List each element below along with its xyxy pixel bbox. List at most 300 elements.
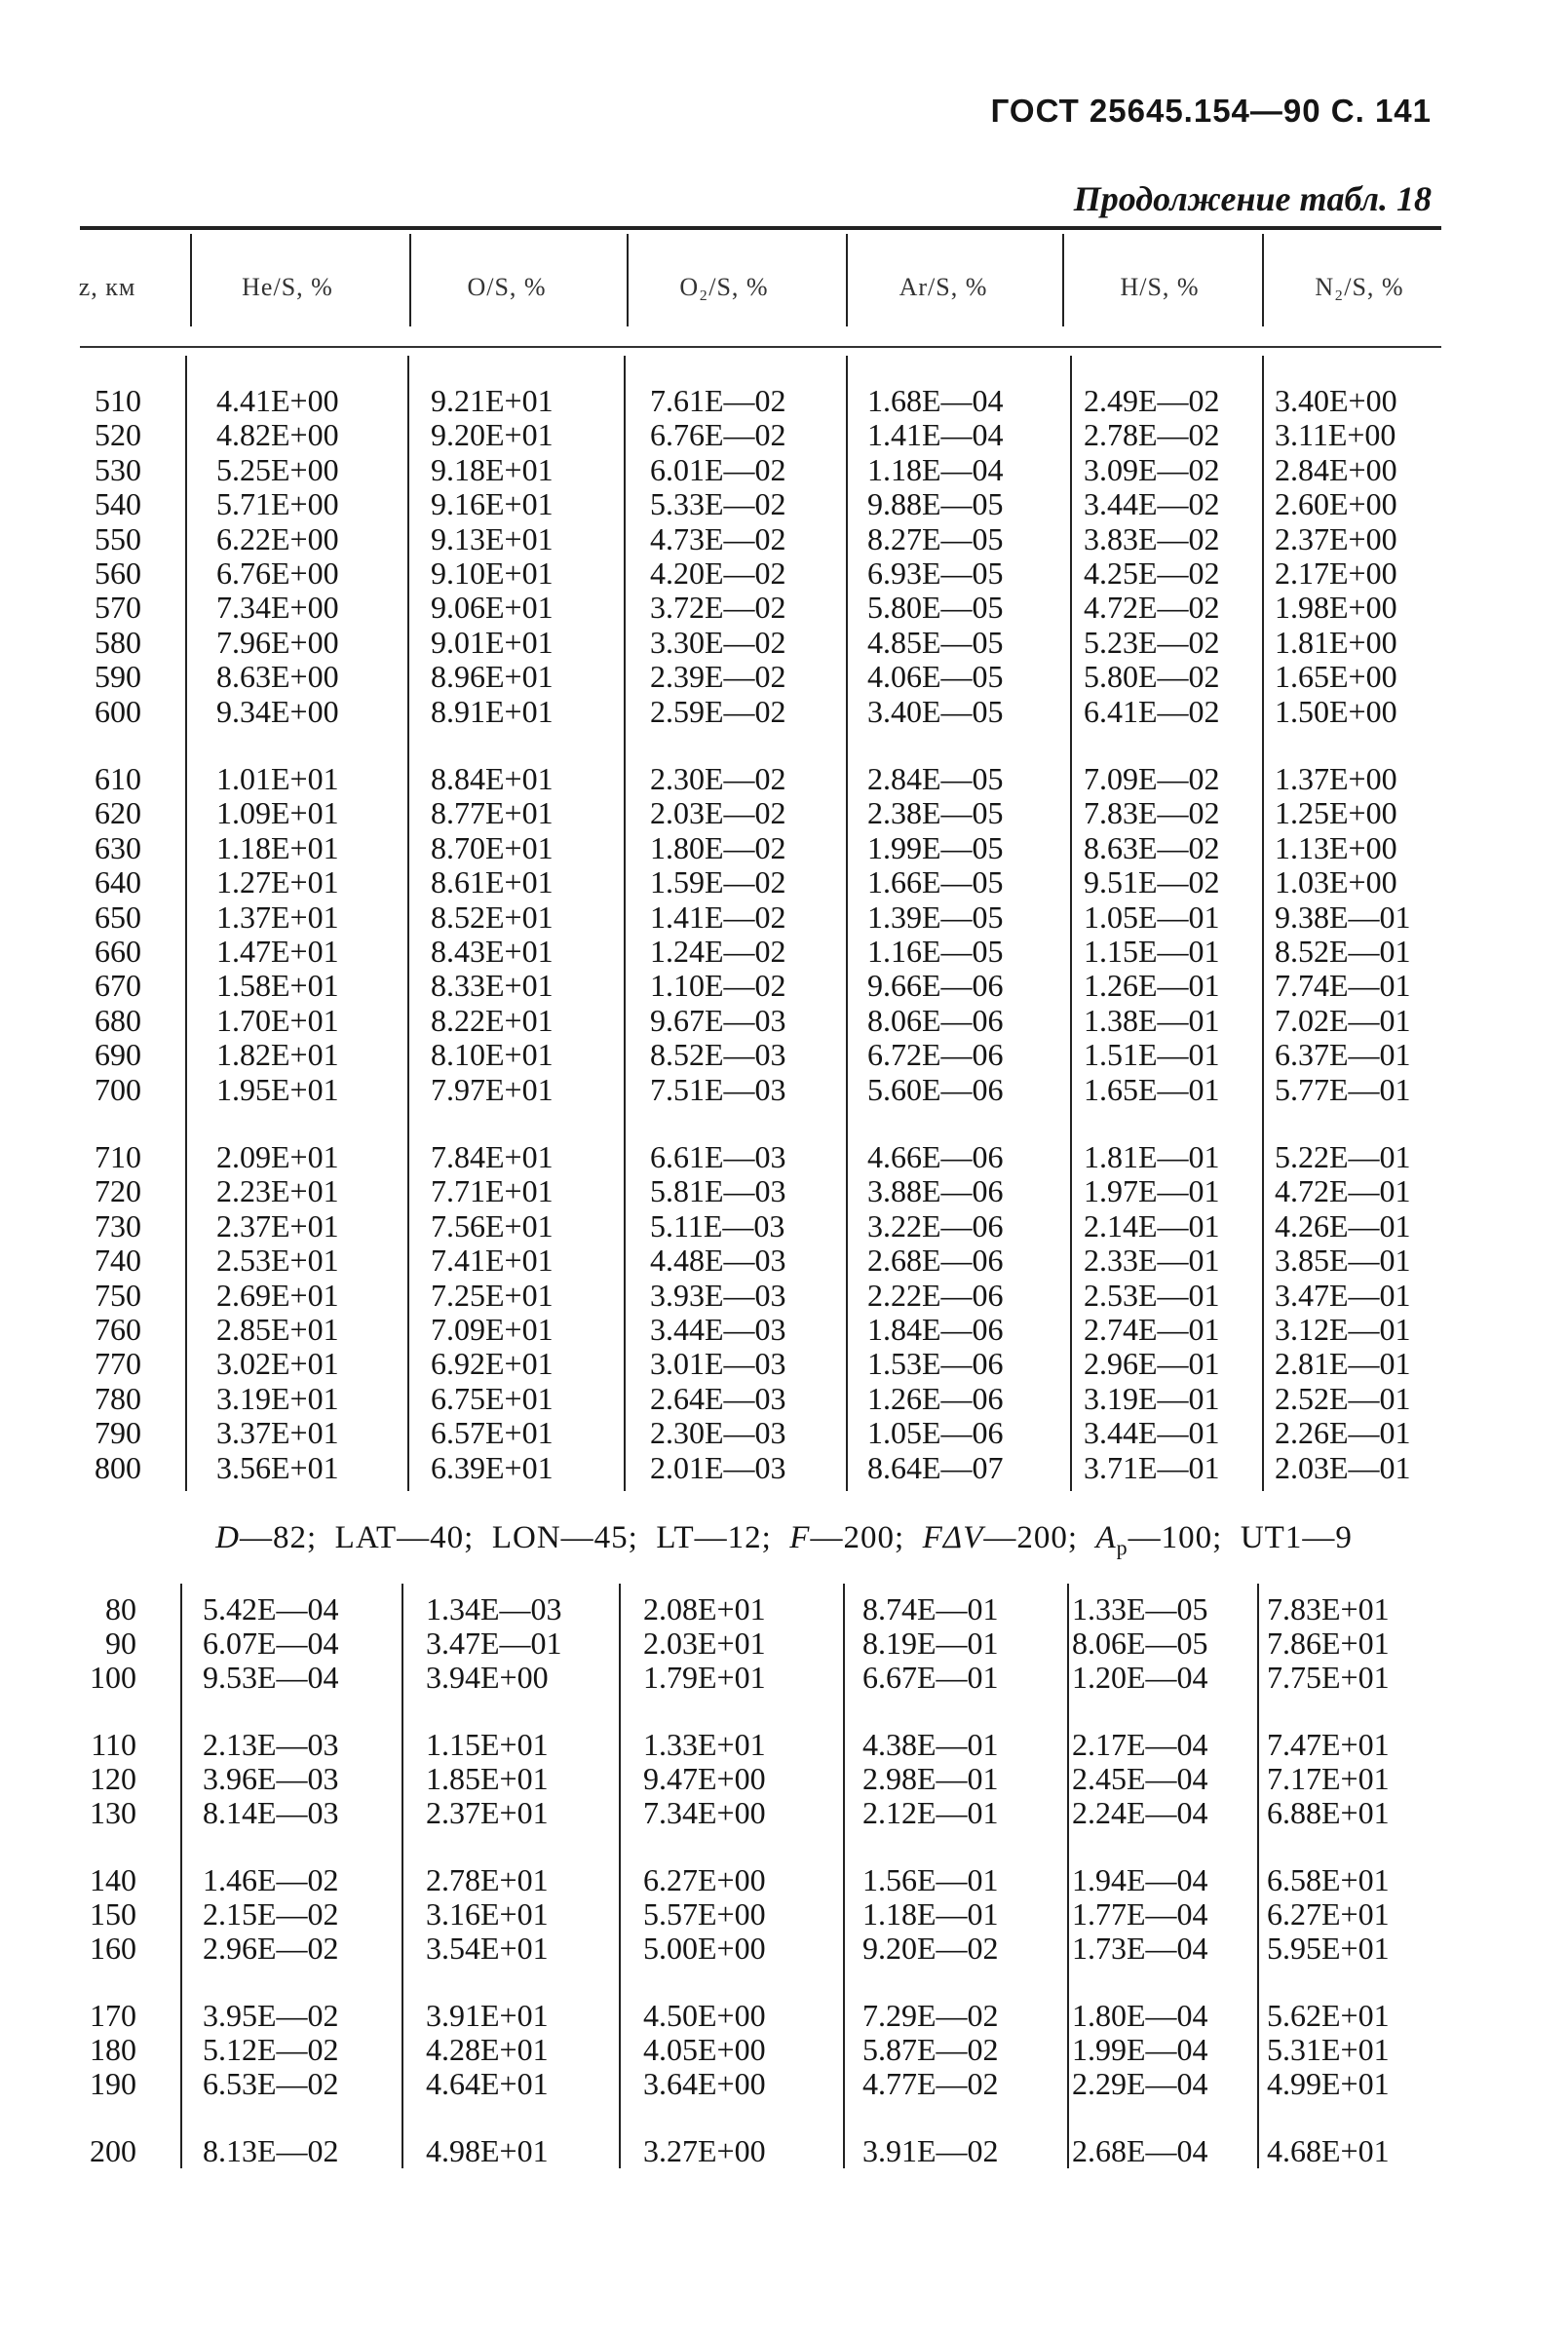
value-cell: 7.61E—02 xyxy=(650,383,786,418)
value-cell: 6.07E—04 xyxy=(203,1626,339,1661)
value-cell: 9.34E+00 xyxy=(216,693,339,729)
value-cell: 8.61E+01 xyxy=(431,864,554,900)
altitude-cell: 780 xyxy=(95,1380,141,1416)
value-cell: 9.20E—02 xyxy=(862,1931,999,1966)
value-cell: 2.17E—04 xyxy=(1072,1727,1208,1762)
value-cell: 3.44E—02 xyxy=(1084,486,1220,522)
value-cell: 5.31E+01 xyxy=(1267,2032,1390,2067)
value-cell: 2.30E—02 xyxy=(650,761,786,796)
table-row xyxy=(0,1415,1568,1450)
value-cell: 1.81E—01 xyxy=(1084,1139,1220,1174)
value-cell: 4.72E—02 xyxy=(1084,590,1220,626)
value-cell: 2.09E+01 xyxy=(216,1139,339,1174)
altitude-cell: 620 xyxy=(95,795,141,831)
value-cell: 2.03E+01 xyxy=(643,1626,766,1661)
value-cell: 3.83E—02 xyxy=(1084,520,1220,556)
value-cell: 7.86E+01 xyxy=(1267,1626,1390,1661)
value-cell: 8.52E—03 xyxy=(650,1037,786,1073)
table-row xyxy=(0,590,1568,625)
value-cell: 2.37E+01 xyxy=(426,1795,549,1830)
altitude-cell: 140 xyxy=(90,1862,136,1897)
value-cell: 5.80E—05 xyxy=(867,590,1004,626)
value-cell: 4.41E+00 xyxy=(216,383,339,418)
table-row xyxy=(0,1998,1568,2033)
altitude-cell: 160 xyxy=(90,1931,136,1966)
value-cell: 6.61E—03 xyxy=(650,1139,786,1174)
value-cell: 3.11E+00 xyxy=(1275,417,1396,453)
table-row xyxy=(0,1278,1568,1313)
table-row xyxy=(0,1626,1568,1661)
value-cell: 1.56E—01 xyxy=(862,1862,999,1897)
table-row xyxy=(0,2066,1568,2101)
value-cell: 1.15E+01 xyxy=(426,1727,549,1762)
value-cell: 7.09E—02 xyxy=(1084,761,1220,796)
value-cell: 4.50E+00 xyxy=(643,1998,766,2033)
value-cell: 2.37E+01 xyxy=(216,1207,339,1244)
value-cell: 4.68E+01 xyxy=(1267,2133,1390,2168)
value-cell: 5.95E+01 xyxy=(1267,1931,1390,1966)
value-cell: 1.18E—01 xyxy=(862,1896,999,1932)
value-cell: 2.68E—04 xyxy=(1072,2133,1208,2168)
value-cell: 3.47E—01 xyxy=(1275,1277,1411,1313)
column-divider xyxy=(627,234,629,326)
value-cell: 4.99E+01 xyxy=(1267,2066,1390,2101)
value-cell: 7.97E+01 xyxy=(431,1071,554,1107)
value-cell: 1.15E—01 xyxy=(1084,934,1220,969)
value-cell: 2.60E+00 xyxy=(1275,486,1397,522)
value-cell: 1.80E—04 xyxy=(1072,1998,1208,2033)
value-cell: 1.77E—04 xyxy=(1072,1896,1208,1932)
value-cell: 2.01E—03 xyxy=(650,1449,786,1485)
value-cell: 7.25E+01 xyxy=(431,1277,554,1313)
altitude-cell: 770 xyxy=(95,1346,141,1382)
value-cell: 4.98E+01 xyxy=(426,2133,549,2168)
altitude-cell: 100 xyxy=(90,1660,136,1695)
value-cell: 1.05E—01 xyxy=(1084,899,1220,935)
value-cell: 7.29E—02 xyxy=(862,1998,999,2033)
altitude-cell: 610 xyxy=(95,761,141,796)
value-cell: 1.68E—04 xyxy=(867,383,1004,418)
value-cell: 7.71E+01 xyxy=(431,1173,554,1209)
table-row xyxy=(0,1243,1568,1278)
value-cell: 7.56E+01 xyxy=(431,1207,554,1244)
value-cell: 3.44E—03 xyxy=(650,1312,786,1347)
value-cell: 7.34E+00 xyxy=(216,590,339,626)
table-row xyxy=(0,1003,1568,1038)
value-cell: 5.71E+00 xyxy=(216,486,339,522)
altitude-cell: 130 xyxy=(90,1795,136,1830)
value-cell: 7.74E—01 xyxy=(1275,968,1411,1004)
altitude-cell: 190 xyxy=(90,2066,136,2101)
value-cell: 1.99E—04 xyxy=(1072,2032,1208,2067)
altitude-cell: 660 xyxy=(95,934,141,969)
value-cell: 2.81E—01 xyxy=(1275,1346,1411,1382)
value-cell: 3.88E—06 xyxy=(867,1173,1004,1209)
table-row xyxy=(0,1312,1568,1347)
value-cell: 5.11E—03 xyxy=(650,1207,785,1244)
value-cell: 6.67E—01 xyxy=(862,1660,999,1695)
table-row xyxy=(0,864,1568,899)
value-cell: 1.70E+01 xyxy=(216,1002,339,1038)
value-cell: 2.84E—05 xyxy=(867,761,1004,796)
altitude-cell: 120 xyxy=(90,1761,136,1796)
table-row xyxy=(0,968,1568,1003)
value-cell: 1.41E—04 xyxy=(867,417,1004,453)
param-ap: A xyxy=(1095,1520,1117,1555)
table-row xyxy=(0,1037,1568,1072)
value-cell: 2.24E—04 xyxy=(1072,1795,1208,1830)
value-cell: 2.78E—02 xyxy=(1084,417,1220,453)
value-cell: 1.18E+01 xyxy=(216,829,339,865)
value-cell: 5.60E—06 xyxy=(867,1071,1004,1107)
value-cell: 2.53E+01 xyxy=(216,1243,339,1279)
value-cell: 1.85E+01 xyxy=(426,1761,549,1796)
value-cell: 3.85E—01 xyxy=(1275,1243,1411,1279)
parameter-line xyxy=(0,1520,1568,1561)
value-cell: 1.65E—01 xyxy=(1084,1071,1220,1107)
value-cell: 1.33E+01 xyxy=(643,1727,766,1762)
altitude-cell: 550 xyxy=(95,520,141,556)
value-cell: 6.27E+01 xyxy=(1267,1896,1390,1932)
column-header-ar: Ar/S, % xyxy=(899,273,988,301)
param-fav-value: —200; xyxy=(983,1520,1078,1555)
column-header-z: z, км xyxy=(78,273,136,301)
altitude-cell: 180 xyxy=(90,2032,136,2067)
value-cell: 5.22E—01 xyxy=(1275,1139,1411,1174)
value-cell: 2.14E—01 xyxy=(1084,1207,1220,1244)
value-cell: 1.65E+00 xyxy=(1275,659,1397,695)
param-f-value: —200; xyxy=(810,1520,905,1555)
altitude-cell: 710 xyxy=(95,1139,141,1174)
table-row xyxy=(0,1931,1568,1966)
value-cell: 6.76E—02 xyxy=(650,417,786,453)
value-cell: 9.06E+01 xyxy=(431,590,554,626)
value-cell: 5.23E—02 xyxy=(1084,624,1220,660)
value-cell: 6.39E+01 xyxy=(431,1449,554,1485)
value-cell: 4.73E—02 xyxy=(650,520,786,556)
value-cell: 3.56E+01 xyxy=(216,1449,339,1485)
altitude-cell: 520 xyxy=(95,417,141,453)
value-cell: 1.26E—01 xyxy=(1084,968,1220,1004)
value-cell: 1.82E+01 xyxy=(216,1037,339,1073)
table-row xyxy=(0,625,1568,660)
value-cell: 1.99E—05 xyxy=(867,829,1004,865)
value-cell: 3.91E—02 xyxy=(862,2133,999,2168)
value-cell: 9.10E+01 xyxy=(431,555,554,591)
value-cell: 8.33E+01 xyxy=(431,968,554,1004)
value-cell: 5.81E—03 xyxy=(650,1173,786,1209)
value-cell: 3.40E—05 xyxy=(867,693,1004,729)
table-row xyxy=(0,795,1568,830)
table-row xyxy=(0,2133,1568,2168)
value-cell: 6.92E+01 xyxy=(431,1346,554,1382)
value-cell: 6.88E+01 xyxy=(1267,1795,1390,1830)
param-d: D xyxy=(215,1520,240,1555)
value-cell: 8.52E—01 xyxy=(1275,934,1411,969)
value-cell: 5.42E—04 xyxy=(203,1591,339,1626)
altitude-cell: 750 xyxy=(95,1277,141,1313)
altitude-cell: 670 xyxy=(95,968,141,1004)
value-cell: 1.33E—05 xyxy=(1072,1591,1208,1626)
value-cell: 5.12E—02 xyxy=(203,2032,339,2067)
value-cell: 5.77E—01 xyxy=(1275,1071,1411,1107)
altitude-cell: 700 xyxy=(95,1071,141,1107)
value-cell: 6.01E—02 xyxy=(650,451,786,487)
value-cell: 6.22E+00 xyxy=(216,520,339,556)
value-cell: 2.84E+00 xyxy=(1275,451,1397,487)
value-cell: 8.91E+01 xyxy=(431,693,554,729)
altitude-cell: 640 xyxy=(95,864,141,900)
value-cell: 2.78E+01 xyxy=(426,1862,549,1897)
value-cell: 1.13E+00 xyxy=(1275,829,1397,865)
value-cell: 2.13E—03 xyxy=(203,1727,339,1762)
table-row xyxy=(0,1139,1568,1174)
altitude-cell: 580 xyxy=(95,624,141,660)
value-cell: 4.82E+00 xyxy=(216,417,339,453)
table-row xyxy=(0,1173,1568,1208)
value-cell: 3.19E+01 xyxy=(216,1380,339,1416)
value-cell: 5.25E+00 xyxy=(216,451,339,487)
altitude-cell: 150 xyxy=(90,1896,136,1932)
value-cell: 9.01E+01 xyxy=(431,624,554,660)
value-cell: 6.58E+01 xyxy=(1267,1862,1390,1897)
value-cell: 7.17E+01 xyxy=(1267,1761,1390,1796)
value-cell: 3.64E+00 xyxy=(643,2066,766,2101)
column-header-he: He/S, % xyxy=(242,273,333,301)
altitude-cell: 560 xyxy=(95,555,141,591)
value-cell: 4.48E—03 xyxy=(650,1243,786,1279)
value-cell: 2.96E—02 xyxy=(203,1931,339,1966)
value-cell: 3.30E—02 xyxy=(650,624,786,660)
value-cell: 1.59E—02 xyxy=(650,864,786,900)
value-cell: 1.41E—02 xyxy=(650,899,786,935)
value-cell: 2.45E—04 xyxy=(1072,1761,1208,1796)
value-cell: 3.72E—02 xyxy=(650,590,786,626)
table-row xyxy=(0,1208,1568,1244)
value-cell: 3.27E+00 xyxy=(643,2133,766,2168)
value-cell: 1.84E—06 xyxy=(867,1312,1004,1347)
value-cell: 1.09E+01 xyxy=(216,795,339,831)
value-cell: 8.19E—01 xyxy=(862,1626,999,1661)
value-cell: 7.84E+01 xyxy=(431,1139,554,1174)
value-cell: 2.33E—01 xyxy=(1084,1243,1220,1279)
altitude-cell: 510 xyxy=(95,383,141,418)
value-cell: 2.85E+01 xyxy=(216,1312,339,1347)
value-cell: 6.53E—02 xyxy=(203,2066,339,2101)
value-cell: 7.09E+01 xyxy=(431,1312,554,1347)
table-row xyxy=(0,1761,1568,1796)
altitude-cell: 110 xyxy=(91,1727,136,1762)
value-cell: 2.64E—03 xyxy=(650,1380,786,1416)
value-cell: 1.94E—04 xyxy=(1072,1862,1208,1897)
value-cell: 6.93E—05 xyxy=(867,555,1004,591)
param-ut: UT1—9 xyxy=(1240,1520,1353,1555)
value-cell: 2.69E+01 xyxy=(216,1277,339,1313)
value-cell: 5.62E+01 xyxy=(1267,1998,1390,2033)
value-cell: 1.98E+00 xyxy=(1275,590,1397,626)
value-cell: 2.12E—01 xyxy=(862,1795,999,1830)
value-cell: 9.51E—02 xyxy=(1084,864,1220,900)
param-lon: LON—45; xyxy=(491,1520,638,1555)
param-fav: FΔV xyxy=(922,1520,984,1555)
value-cell: 3.71E—01 xyxy=(1084,1449,1220,1485)
value-cell: 4.77E—02 xyxy=(862,2066,999,2101)
value-cell: 3.02E+01 xyxy=(216,1346,339,1382)
value-cell: 2.30E—03 xyxy=(650,1415,786,1451)
value-cell: 8.77E+01 xyxy=(431,795,554,831)
column-header-n2: N₂/S, % xyxy=(1315,273,1404,301)
value-cell: 2.26E—01 xyxy=(1275,1415,1411,1451)
value-cell: 9.13E+01 xyxy=(431,520,554,556)
value-cell: 8.52E+01 xyxy=(431,899,554,935)
value-cell: 2.08E+01 xyxy=(643,1591,766,1626)
value-cell: 7.96E+00 xyxy=(216,624,339,660)
value-cell: 1.51E—01 xyxy=(1084,1037,1220,1073)
altitude-cell: 530 xyxy=(95,451,141,487)
value-cell: 9.88E—05 xyxy=(867,486,1004,522)
value-cell: 8.63E+00 xyxy=(216,659,339,695)
value-cell: 2.23E+01 xyxy=(216,1173,339,1209)
value-cell: 3.44E—01 xyxy=(1084,1415,1220,1451)
value-cell: 5.57E+00 xyxy=(643,1896,766,1932)
value-cell: 2.59E—02 xyxy=(650,693,786,729)
altitude-cell: 650 xyxy=(95,899,141,935)
value-cell: 7.41E+01 xyxy=(431,1243,554,1279)
value-cell: 5.87E—02 xyxy=(862,2032,999,2067)
value-cell: 2.53E—01 xyxy=(1084,1277,1220,1313)
value-cell: 1.10E—02 xyxy=(650,968,786,1004)
value-cell: 1.39E—05 xyxy=(867,899,1004,935)
value-cell: 1.80E—02 xyxy=(650,829,786,865)
param-ap-value: —100; xyxy=(1128,1520,1223,1555)
value-cell: 6.76E+00 xyxy=(216,555,339,591)
value-cell: 7.02E—01 xyxy=(1275,1002,1411,1038)
value-cell: 6.41E—02 xyxy=(1084,693,1220,729)
value-cell: 4.20E—02 xyxy=(650,555,786,591)
value-cell: 4.26E—01 xyxy=(1275,1207,1411,1244)
value-cell: 1.16E—05 xyxy=(867,934,1004,969)
value-cell: 4.05E+00 xyxy=(643,2032,766,2067)
value-cell: 8.10E+01 xyxy=(431,1037,554,1073)
column-header-o2: O₂/S, % xyxy=(679,273,769,301)
table-row xyxy=(0,452,1568,487)
column-divider xyxy=(190,234,192,326)
table-row xyxy=(0,2032,1568,2067)
value-cell: 8.70E+01 xyxy=(431,829,554,865)
value-cell: 1.53E—06 xyxy=(867,1346,1004,1382)
param-d-value: —82; xyxy=(239,1520,318,1555)
altitude-cell: 680 xyxy=(95,1002,141,1038)
value-cell: 2.17E+00 xyxy=(1275,555,1397,591)
table-row xyxy=(0,1896,1568,1932)
value-cell: 2.03E—02 xyxy=(650,795,786,831)
column-divider xyxy=(409,234,411,326)
table-row xyxy=(0,521,1568,556)
value-cell: 1.46E—02 xyxy=(203,1862,339,1897)
value-cell: 1.25E+00 xyxy=(1275,795,1397,831)
value-cell: 3.37E+01 xyxy=(216,1415,339,1451)
altitude-cell: 800 xyxy=(95,1449,141,1485)
value-cell: 2.39E—02 xyxy=(650,659,786,695)
value-cell: 3.12E—01 xyxy=(1275,1312,1411,1347)
value-cell: 2.15E—02 xyxy=(203,1896,339,1932)
value-cell: 5.33E—02 xyxy=(650,486,786,522)
value-cell: 7.75E+01 xyxy=(1267,1660,1390,1695)
table-row xyxy=(0,1346,1568,1381)
value-cell: 1.05E—06 xyxy=(867,1415,1004,1451)
column-header-o: O/S, % xyxy=(467,273,547,301)
value-cell: 7.83E+01 xyxy=(1267,1591,1390,1626)
value-cell: 3.19E—01 xyxy=(1084,1380,1220,1416)
altitude-cell: 590 xyxy=(95,659,141,695)
table-row xyxy=(0,934,1568,969)
value-cell: 7.34E+00 xyxy=(643,1795,766,1830)
value-cell: 1.38E—01 xyxy=(1084,1002,1220,1038)
value-cell: 8.06E—06 xyxy=(867,1002,1004,1038)
value-cell: 4.28E+01 xyxy=(426,2032,549,2067)
value-cell: 4.85E—05 xyxy=(867,624,1004,660)
value-cell: 1.20E—04 xyxy=(1072,1660,1208,1695)
table-row xyxy=(0,761,1568,796)
param-lat: LAT—40; xyxy=(334,1520,475,1555)
value-cell: 7.47E+01 xyxy=(1267,1727,1390,1762)
value-cell: 8.63E—02 xyxy=(1084,829,1220,865)
value-cell: 1.97E—01 xyxy=(1084,1173,1220,1209)
value-cell: 9.67E—03 xyxy=(650,1002,786,1038)
value-cell: 9.53E—04 xyxy=(203,1660,339,1695)
value-cell: 6.27E+00 xyxy=(643,1862,766,1897)
value-cell: 6.72E—06 xyxy=(867,1037,1004,1073)
altitude-cell: 630 xyxy=(95,829,141,865)
table-row xyxy=(0,1072,1568,1107)
value-cell: 8.22E+01 xyxy=(431,1002,554,1038)
value-cell: 2.98E—01 xyxy=(862,1761,999,1796)
column-divider xyxy=(1062,234,1064,326)
value-cell: 8.27E—05 xyxy=(867,520,1004,556)
altitude-cell: 80 xyxy=(105,1591,136,1626)
value-cell: 1.95E+01 xyxy=(216,1071,339,1107)
value-cell: 9.18E+01 xyxy=(431,451,554,487)
table-row xyxy=(0,1450,1568,1485)
altitude-cell: 170 xyxy=(90,1998,136,2033)
value-cell: 1.18E—04 xyxy=(867,451,1004,487)
value-cell: 8.14E—03 xyxy=(203,1795,339,1830)
table-row xyxy=(0,659,1568,694)
value-cell: 1.73E—04 xyxy=(1072,1931,1208,1966)
column-divider xyxy=(846,234,848,326)
value-cell: 2.96E—01 xyxy=(1084,1346,1220,1382)
table-row xyxy=(0,1795,1568,1830)
value-cell: 1.24E—02 xyxy=(650,934,786,969)
value-cell: 2.29E—04 xyxy=(1072,2066,1208,2101)
value-cell: 3.40E+00 xyxy=(1275,383,1397,418)
table-row xyxy=(0,1660,1568,1695)
value-cell: 9.20E+01 xyxy=(431,417,554,453)
altitude-cell: 570 xyxy=(95,590,141,626)
altitude-cell: 740 xyxy=(95,1243,141,1279)
value-cell: 3.01E—03 xyxy=(650,1346,786,1382)
value-cell: 1.81E+00 xyxy=(1275,624,1397,660)
altitude-cell: 90 xyxy=(105,1626,136,1661)
value-cell: 9.47E+00 xyxy=(643,1761,766,1796)
value-cell: 5.80E—02 xyxy=(1084,659,1220,695)
table-row xyxy=(0,1862,1568,1897)
table-row xyxy=(0,1381,1568,1416)
value-cell: 3.94E+00 xyxy=(426,1660,549,1695)
table-row xyxy=(0,1591,1568,1626)
value-cell: 2.74E—01 xyxy=(1084,1312,1220,1347)
altitude-cell: 790 xyxy=(95,1415,141,1451)
